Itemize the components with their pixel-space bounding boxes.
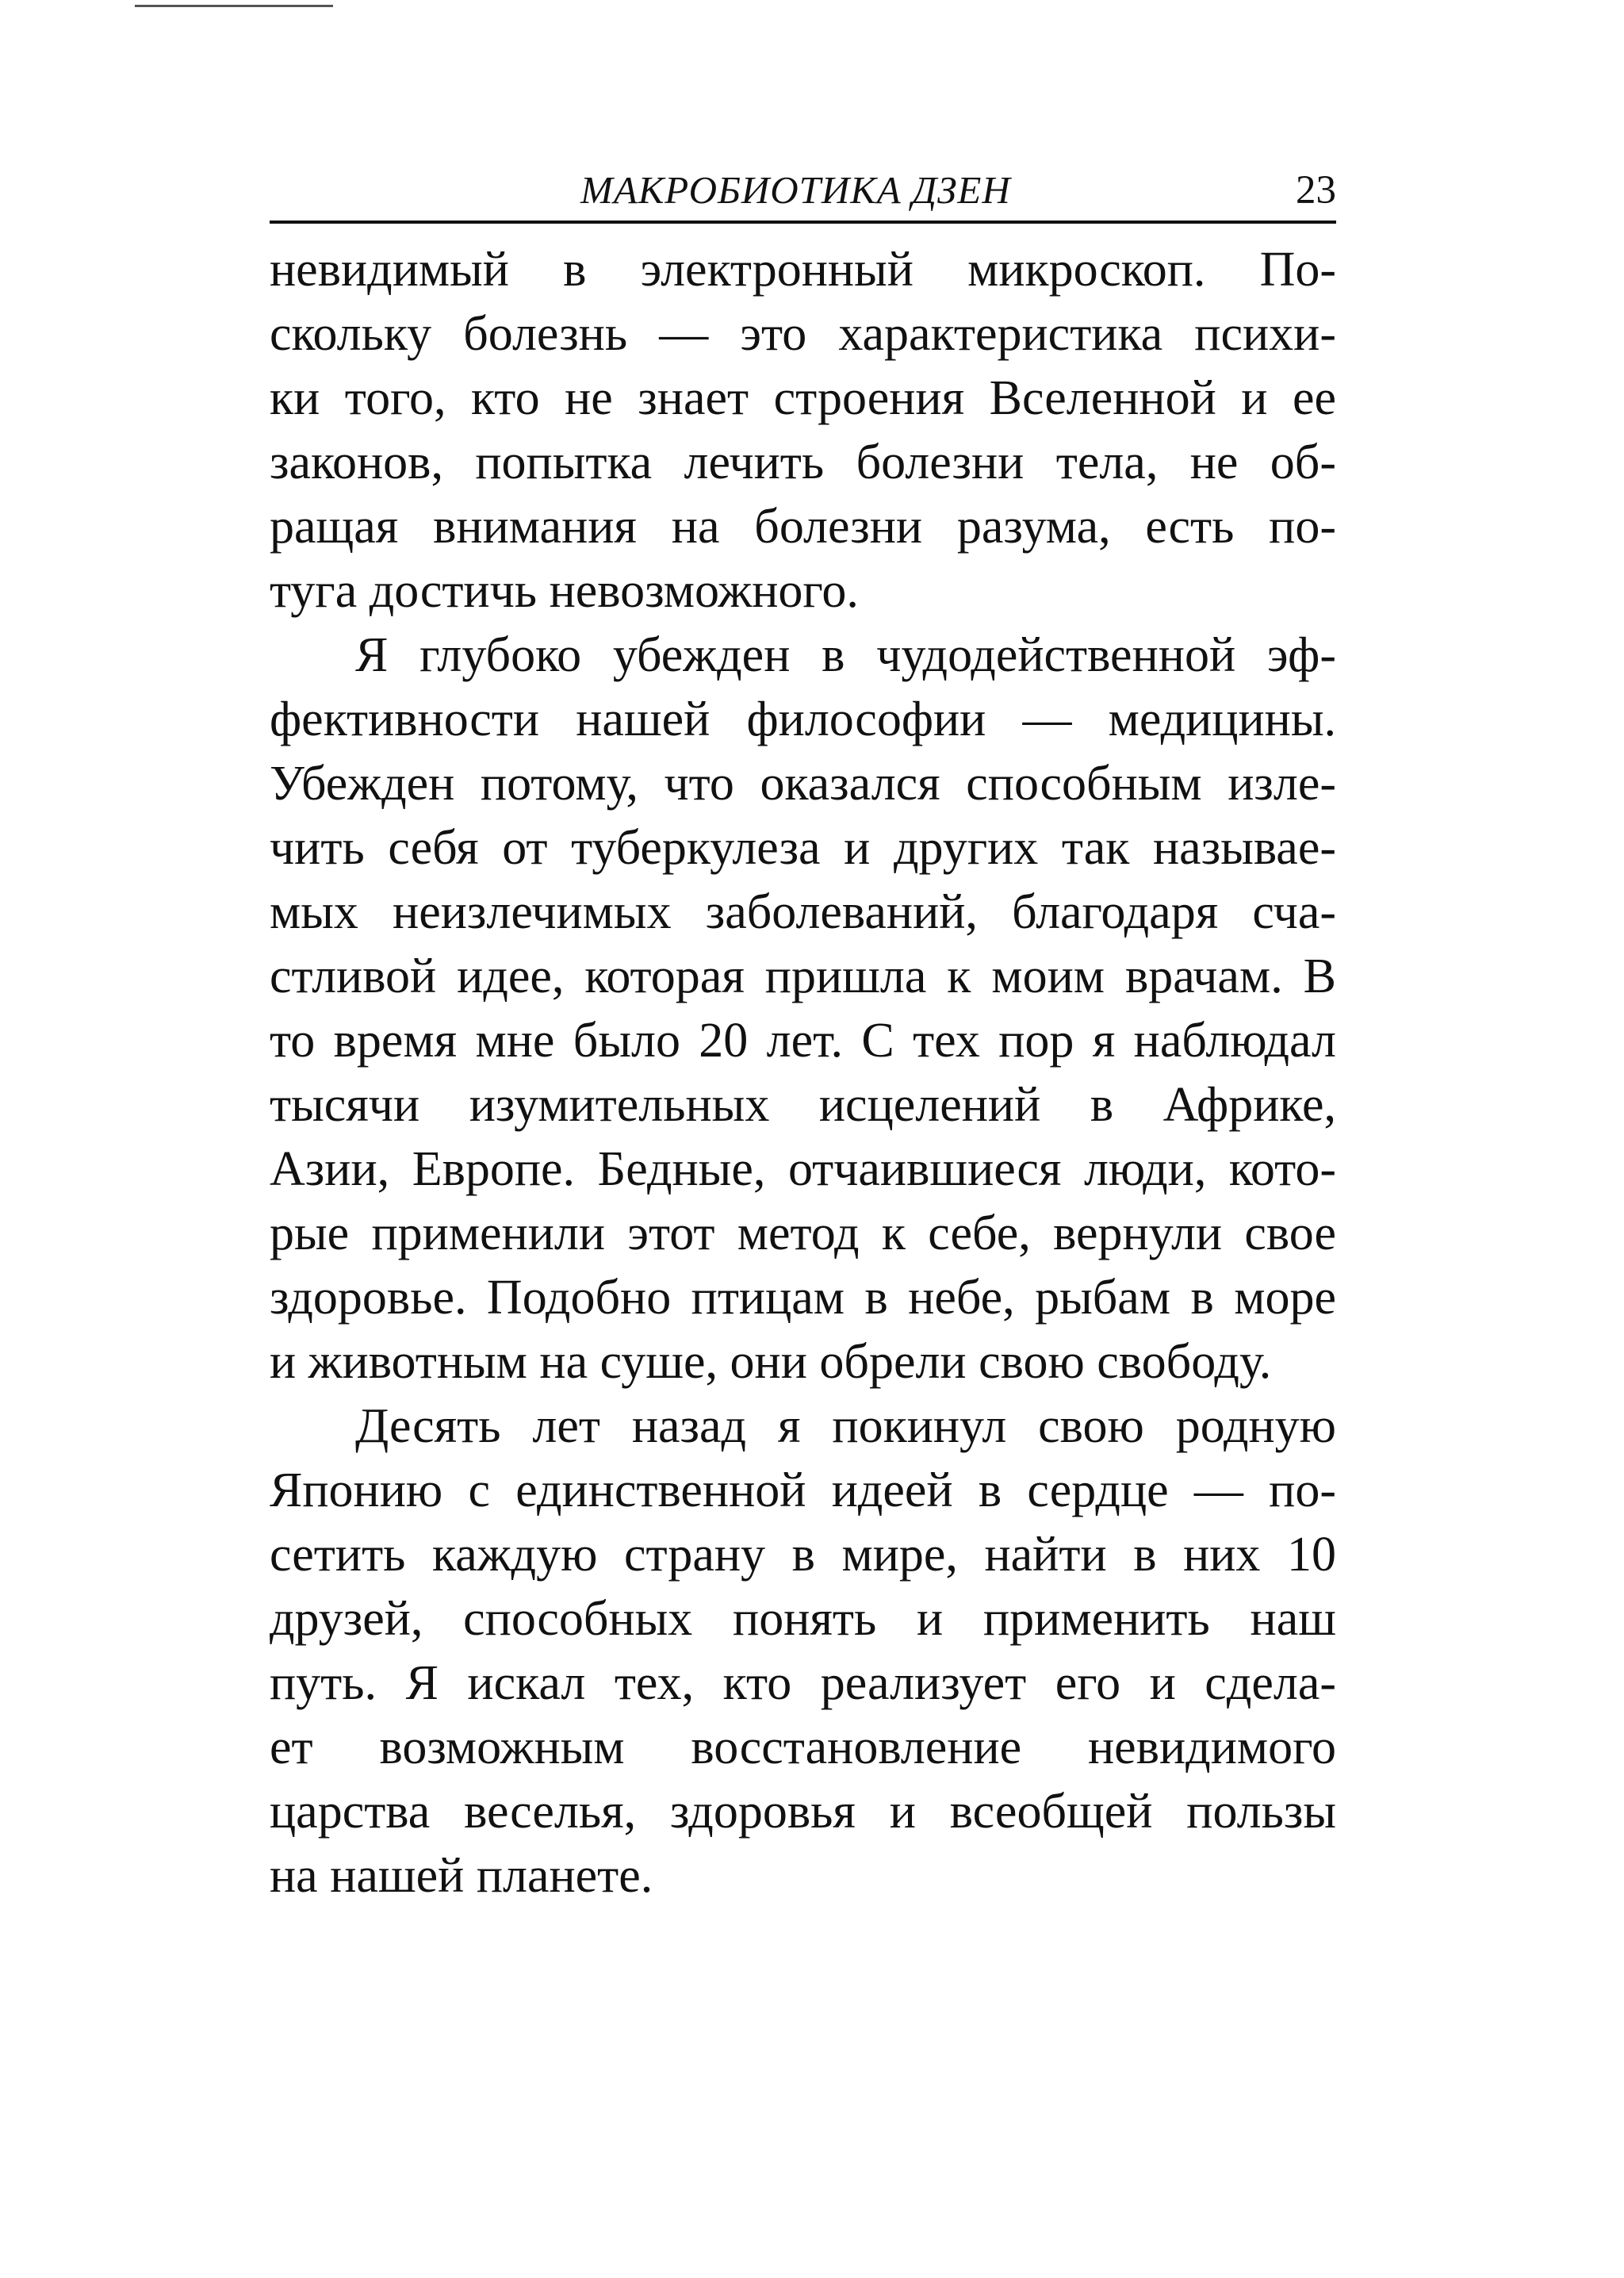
text-line: чить себя от туберкулеза и других так называе- (270, 821, 1336, 875)
text-line: здоровье. Подобно птицам в небе, рыбам в море (270, 1271, 1336, 1325)
text-line: царства веселья, здоровья и всеобщей пользы (270, 1785, 1336, 1839)
text-line: Я глубоко убежден в чудодейственной эф- (355, 628, 1336, 682)
text-line: рые применили этот метод к себе, вернули свое (270, 1206, 1336, 1260)
text-line: путь. Я искал тех, кто реализует его и сдела- (270, 1656, 1336, 1710)
text-line: тысячи изумительных исцелений в Африке, (270, 1078, 1336, 1132)
header-rule (270, 221, 1336, 224)
text-line: ет возможным восстановление невидимого (270, 1720, 1336, 1774)
paragraph-1 (270, 238, 1336, 623)
text-line: то время мне было 20 лет. С тех пор я наблюдал (270, 1014, 1336, 1068)
paragraph-3 (270, 1394, 1336, 1908)
text-line: туга достичь невозможного. (270, 564, 859, 618)
text-line: Азии, Европе. Бедные, отчаившиеся люди, кото- (270, 1142, 1336, 1196)
text-line: Японию с единственной идеей в сердце — по- (270, 1463, 1336, 1517)
page-number: 23 (1296, 168, 1336, 213)
text-line: и животным на суше, они обрели свою свободу. (270, 1335, 1272, 1389)
text-line: сетить каждую страну в мире, найти в них 10 (270, 1528, 1336, 1582)
text-line: скольку болезнь — это характеристика психи- (270, 307, 1336, 361)
text-line: друзей, способных понять и применить наш (270, 1592, 1336, 1646)
text-line: на нашей планете. (270, 1849, 653, 1903)
top-edge-mark (135, 5, 333, 7)
text-line: фективности нашей философии — медицины. (270, 692, 1336, 746)
text-line: мых неизлечимых заболеваний, благодаря сча- (270, 885, 1336, 939)
text-line: Десять лет назад я покинул свою родную (355, 1399, 1336, 1453)
text-line: законов, попытка лечить болезни тела, не об- (270, 435, 1336, 489)
running-head (270, 163, 1336, 218)
text-line: Убежден потому, что оказался способным изле- (270, 757, 1336, 811)
text-line: ращая внимания на болезни разума, есть по- (270, 500, 1336, 554)
paragraph-2 (270, 623, 1336, 1394)
running-title: МАКРОБИОТИКА ДЗЕН (580, 168, 1011, 212)
body-text (270, 238, 1336, 1908)
text-line: ки того, кто не знает строения Вселенной и ее (270, 371, 1336, 425)
text-line: невидимый в электронный микроскоп. По- (270, 243, 1336, 297)
text-line: стливой идее, которая пришла к моим врачам. В (270, 949, 1336, 1003)
